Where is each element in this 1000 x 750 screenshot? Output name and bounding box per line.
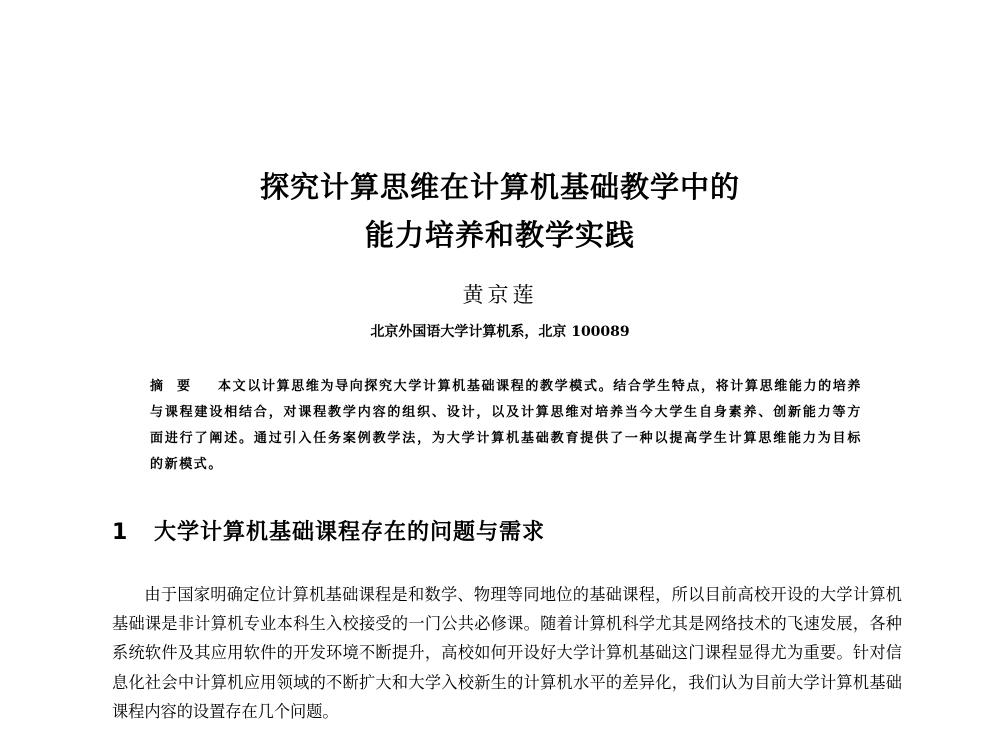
author-affiliation: 北京外国语大学计算机系，北京 100089: [370, 324, 630, 340]
section-title: 大学计算机基础课程存在的问题与需求: [154, 520, 546, 545]
paper-title-line-1: 探究计算思维在计算机基础教学中的: [259, 170, 740, 204]
paper-title-line-2: 能力培养和教学实践: [364, 218, 635, 252]
body-paragraph: 由于国家明确定位计算机基础课程是和数学、物理等同地位的基础课程，所以目前高校开设的大学计算机基础课是非计算机专业本科生入校接受的一门公共必修课。随着计算机科学尤其是网络技术的飞速发展，各种系统软件及其应用软件的开发环境不断提升，高校如何开设好大学计算机基础这门课程显得尤为重要。针对信息化社会中计算机应用领域的不断扩大和大学入校新生的计算机水平的差异化，我们认为目前大学计算机基础课程内容的设置存在几个问题。: [112, 585, 902, 721]
section-heading: [112, 518, 545, 548]
abstract-label: 摘要: [150, 379, 205, 394]
abstract-text: 本文以计算思维为导向探究大学计算机基础课程的教学模式。结合学生特点，将计算思维能力的培养与课程建设相结合，对课程教学内容的组织、设计，以及计算思维对培养当今大学生自身素养、创新能力等方面进行了阐述。通过引入任务案例教学法，为大学计算机基础教育提供了一种以提高学生计算思维能力为目标的新模式。: [150, 379, 862, 472]
author-name: 黄京莲: [462, 283, 538, 307]
section-number: 1: [112, 520, 129, 545]
abstract: [150, 374, 862, 478]
